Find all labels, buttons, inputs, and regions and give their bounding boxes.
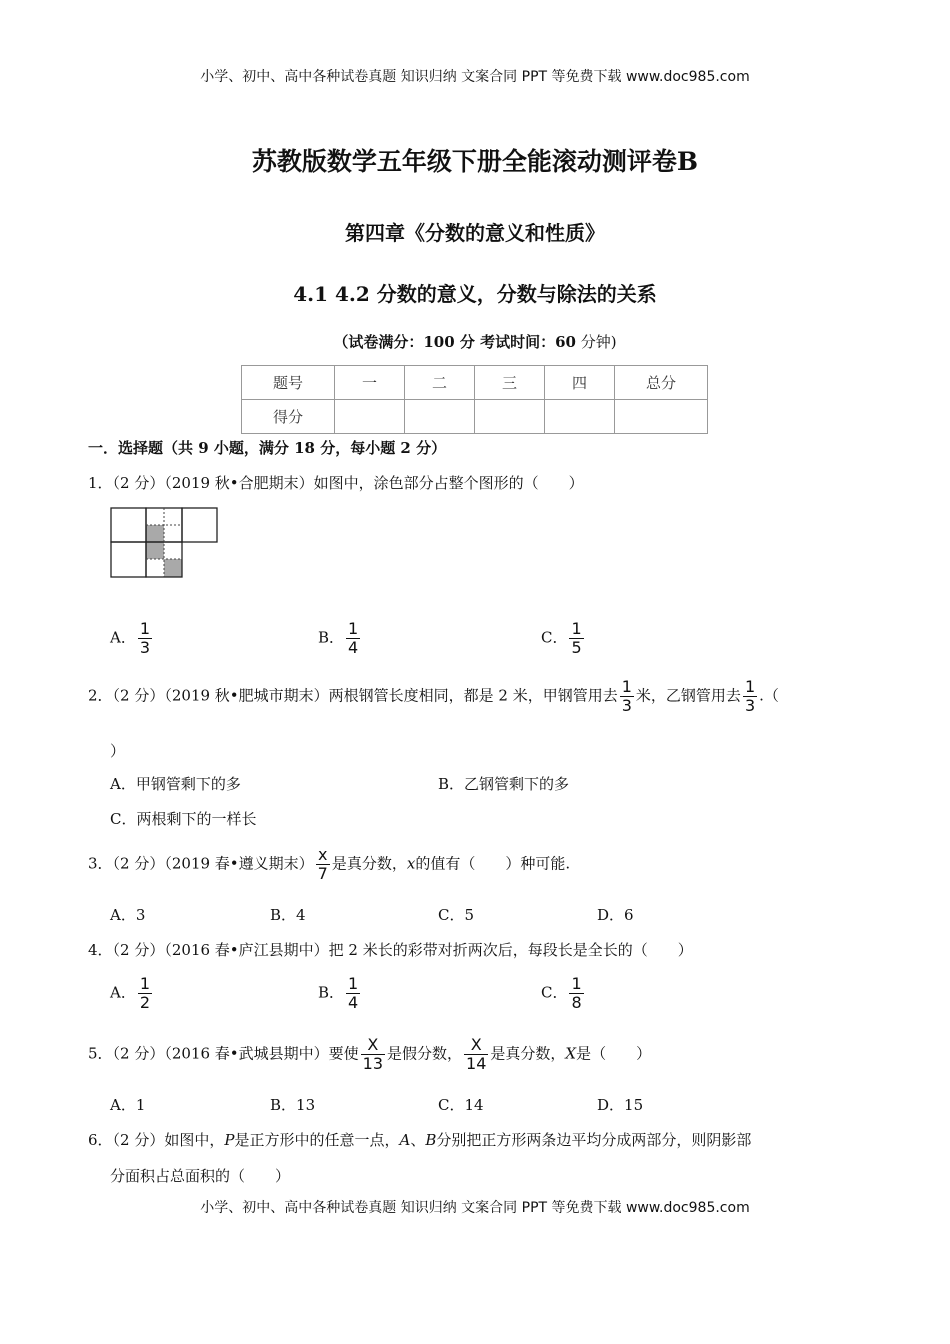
q4-option-b[interactable]: B． $\frac{1}{4}$ — [318, 974, 359, 1012]
question-6-stem-line2: 分面积占总面积的（ ） — [110, 1167, 291, 1185]
q1-option-c[interactable]: C． $\frac{1}{5}$ — [541, 619, 582, 657]
question-4-stem: 4．（2 分）（2016 春•庐江县期中）把 2 米长的彩带对折两次后，每段长是全长的（ ） — [88, 941, 693, 959]
score-header-cell: 二 — [405, 366, 475, 400]
score-header-cell: 题号 — [242, 366, 335, 400]
q5-option-d[interactable]: D．15 — [597, 1096, 644, 1114]
q2-option-a[interactable]: A．甲钢管剩下的多 — [110, 775, 241, 793]
question-5-stem: 5．（2 分）（2016 春•武城县期中）要使 $\frac{X}{13}$ 是假分数， $\frac{X}{14}$ 是真分数，X是（ ） — [88, 1035, 652, 1073]
q5-option-c[interactable]: C．14 — [438, 1096, 484, 1114]
q1-option-b[interactable]: B． $\frac{1}{4}$ — [318, 619, 359, 657]
question-6-stem: 6．（2 分）如图中，P是正方形中的任意一点，A、B分别把正方形两条边平均分成两部分，则阴影部 — [88, 1131, 752, 1149]
q3-option-d[interactable]: D．6 — [597, 906, 634, 924]
q1-grid-figure — [110, 507, 220, 579]
question-2-stem-end: ） — [110, 742, 126, 760]
score-header-cell: 三 — [475, 366, 545, 400]
q3-option-c[interactable]: C．5 — [438, 906, 475, 924]
score-header-cell: 一 — [335, 366, 405, 400]
score-cell[interactable] — [335, 400, 405, 434]
chapter-title: 第四章《分数的意义和性质》 — [345, 221, 605, 245]
q5-option-a[interactable]: A．1 — [110, 1096, 146, 1114]
score-header-cell: 总分 — [615, 366, 708, 400]
question-3-stem: 3．（2 分）（2019 春•遵义期末） $\frac{x}{7}$ 是真分数，x的值有（ ）种可能. — [88, 845, 571, 883]
q5-option-b[interactable]: B．13 — [270, 1096, 316, 1114]
q3-option-a[interactable]: A．3 — [110, 906, 146, 924]
score-cell[interactable] — [475, 400, 545, 434]
q4-option-a[interactable]: A． $\frac{1}{2}$ — [110, 974, 151, 1012]
page-title: 苏教版数学五年级下册全能滚动测评卷B — [251, 147, 699, 176]
score-row-label: 得分 — [242, 400, 335, 434]
page-header: 小学、初中、高中各种试卷真题 知识归纳 文案合同 PPT 等免费下载 www.doc985.com — [200, 69, 750, 85]
question-2-stem: 2．（2 分）（2019 秋•肥城市期末）两根钢管长度相同，都是 2 米，甲钢管用去 $\frac{1}{3}$ 米，乙钢管用去 $\frac{1}{3}$ .（ — [88, 677, 779, 715]
section-title: 4.1 4.2 分数的意义，分数与除法的关系 — [293, 282, 657, 306]
page-footer: 小学、初中、高中各种试卷真题 知识归纳 文案合同 PPT 等免费下载 www.doc985.com — [200, 1200, 750, 1216]
score-table — [241, 365, 708, 434]
q2-option-b[interactable]: B．乙钢管剩下的多 — [438, 775, 570, 793]
score-cell[interactable] — [615, 400, 708, 434]
score-cell[interactable] — [405, 400, 475, 434]
question-1-stem: 1．（2 分）（2019 秋•合肥期末）如图中，涂色部分占整个图形的（ ） — [88, 474, 584, 492]
q3-option-b[interactable]: B．4 — [270, 906, 306, 924]
exam-info: （试卷满分：100 分 考试时间：60 分钟) — [333, 333, 617, 351]
score-cell[interactable] — [545, 400, 615, 434]
q1-option-a[interactable]: A． $\frac{1}{3}$ — [110, 619, 151, 657]
section-heading: 一．选择题（共 9 小题，满分 18 分，每小题 2 分） — [88, 439, 447, 457]
score-header-cell: 四 — [545, 366, 615, 400]
q2-option-c[interactable]: C．两根剩下的一样长 — [110, 810, 257, 828]
q4-option-c[interactable]: C． $\frac{1}{8}$ — [541, 974, 582, 1012]
